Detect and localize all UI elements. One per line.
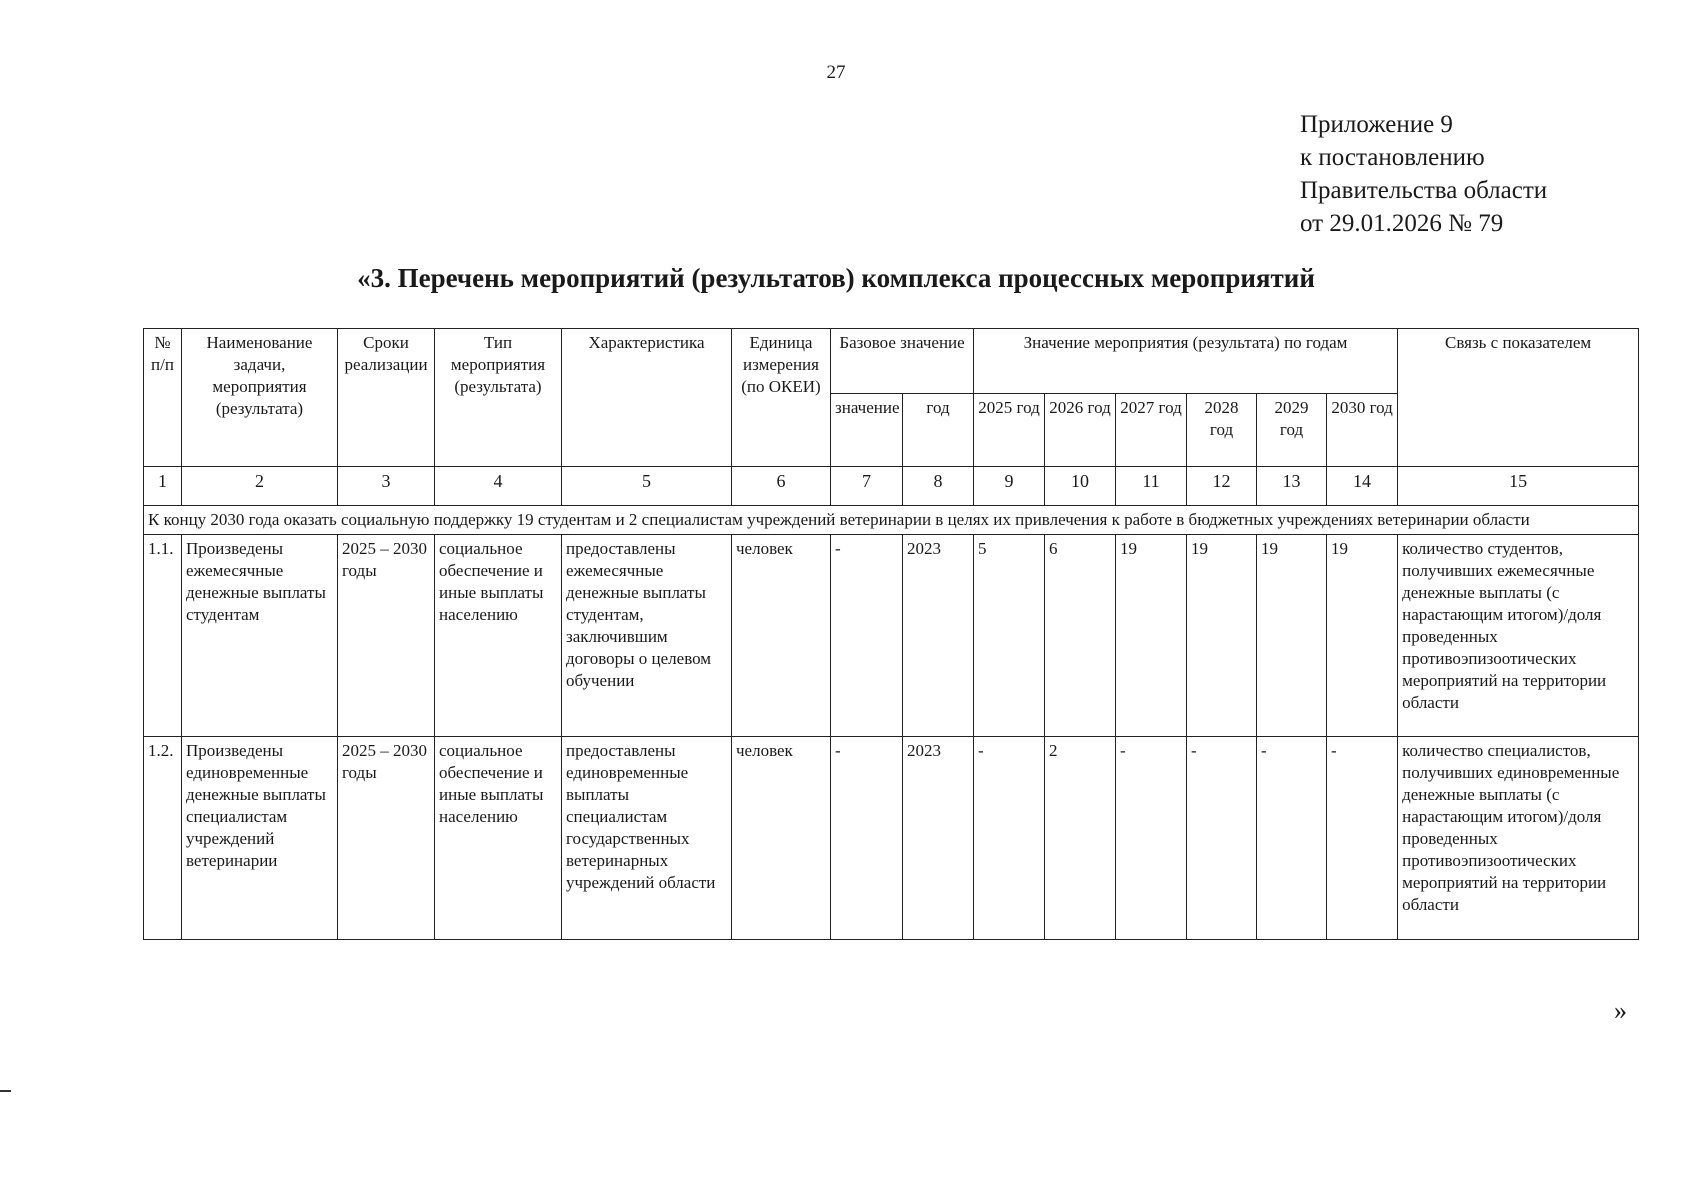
column-number: 10	[1045, 467, 1116, 506]
approval-line: Приложение 9	[1300, 111, 1453, 138]
column-number: 9	[974, 467, 1045, 506]
row-unit: человек	[732, 535, 831, 737]
header-link: Связь с показателем	[1398, 329, 1639, 467]
header-unit: Единица измерения (по ОКЕИ)	[732, 329, 831, 467]
row-base-year: 2023	[903, 737, 974, 940]
column-number: 4	[435, 467, 562, 506]
approval-line: от 29.01.2026 № 79	[1300, 210, 1504, 237]
column-number: 14	[1327, 467, 1398, 506]
header-year-2030: 2030 год	[1327, 394, 1398, 467]
header-year-2027: 2027 год	[1116, 394, 1187, 467]
table-row	[144, 737, 1639, 940]
column-number: 5	[562, 467, 732, 506]
column-numbers-row	[144, 467, 1639, 506]
row-value-2028: 19	[1187, 535, 1257, 737]
row-base-value: -	[831, 737, 903, 940]
page-number: 27	[826, 62, 846, 83]
column-number: 2	[182, 467, 338, 506]
header-year-2025: 2025 год	[974, 394, 1045, 467]
table-row	[144, 535, 1639, 737]
row-type: социальное обеспечение и иные выплаты населению	[435, 737, 562, 940]
row-value-2025: -	[974, 737, 1045, 940]
row-num: 1.1.	[144, 535, 182, 737]
row-link: количество специалистов, получивших единовременные денежные выплаты (с нарастающим итогом)/доля проведенных противоэпизоотических мероприятий на территории области	[1398, 737, 1639, 940]
row-value-2025: 5	[974, 535, 1045, 737]
row-value-2029: 19	[1257, 535, 1327, 737]
column-number: 6	[732, 467, 831, 506]
column-number: 15	[1398, 467, 1639, 506]
section-row	[144, 506, 1639, 535]
column-number: 3	[338, 467, 435, 506]
row-value-2027: 19	[1116, 535, 1187, 737]
header-years-group: Значение мероприятия (результата) по годам	[974, 329, 1398, 394]
row-terms: 2025 – 2030 годы	[338, 737, 435, 940]
row-value-2026: 6	[1045, 535, 1116, 737]
row-name: Произведены ежемесячные денежные выплаты студентам	[182, 535, 338, 737]
row-base-value: -	[831, 535, 903, 737]
row-base-year: 2023	[903, 535, 974, 737]
header-year-2029: 2029 год	[1257, 394, 1327, 467]
margin-mark	[0, 1090, 11, 1092]
row-value-2028: -	[1187, 737, 1257, 940]
row-characteristic: предоставлены ежемесячные денежные выплаты студентам, заключившим договоры о целевом обучении	[562, 535, 732, 737]
header-year-2028: 2028 год	[1187, 394, 1257, 467]
header-type: Тип мероприятия (результата)	[435, 329, 562, 467]
row-value-2027: -	[1116, 737, 1187, 940]
row-unit: человек	[732, 737, 831, 940]
approval-line: Правительства области	[1300, 177, 1548, 204]
header-name: Наименование задачи, мероприятия (результата)	[182, 329, 338, 467]
column-number: 12	[1187, 467, 1257, 506]
measures-table	[143, 328, 1639, 940]
header-terms: Сроки реализации	[338, 329, 435, 467]
row-terms: 2025 – 2030 годы	[338, 535, 435, 737]
row-characteristic: предоставлены единовременные выплаты специалистам государственных ветеринарных учреждений области	[562, 737, 732, 940]
column-number: 1	[144, 467, 182, 506]
approval-block	[1300, 108, 1547, 240]
header-num: № п/п	[144, 329, 182, 467]
header-base: Базовое значение	[831, 329, 974, 394]
header-year-2026: 2026 год	[1045, 394, 1116, 467]
column-number: 7	[831, 467, 903, 506]
row-num: 1.2.	[144, 737, 182, 940]
row-value-2026: 2	[1045, 737, 1116, 940]
header-base-year: год	[903, 394, 974, 467]
row-type: социальное обеспечение и иные выплаты населению	[435, 535, 562, 737]
section-task: К концу 2030 года оказать социальную поддержку 19 студентам и 2 специалистам учреждений ветеринарии в целях их привлечения к работе в бюджетных учреждениях ветеринарии области	[144, 506, 1639, 535]
row-value-2030: 19	[1327, 535, 1398, 737]
row-value-2030: -	[1327, 737, 1398, 940]
approval-line: к постановлению	[1300, 144, 1485, 171]
closing-quote: »	[1614, 996, 1627, 1025]
header-base-value: значение	[831, 394, 903, 467]
row-name: Произведены единовременные денежные выплаты специалистам учреждений ветеринарии	[182, 737, 338, 940]
column-number: 13	[1257, 467, 1327, 506]
column-number: 8	[903, 467, 974, 506]
row-link: количество студентов, получивших ежемесячные денежные выплаты (с нарастающим итогом)/доля проведенных противоэпизоотических мероприятий на территории области	[1398, 535, 1639, 737]
row-value-2029: -	[1257, 737, 1327, 940]
document-title: «3. Перечень мероприятий (результатов) комплекса процессных мероприятий	[357, 263, 1315, 293]
column-number: 11	[1116, 467, 1187, 506]
header-characteristic: Характеристика	[562, 329, 732, 467]
